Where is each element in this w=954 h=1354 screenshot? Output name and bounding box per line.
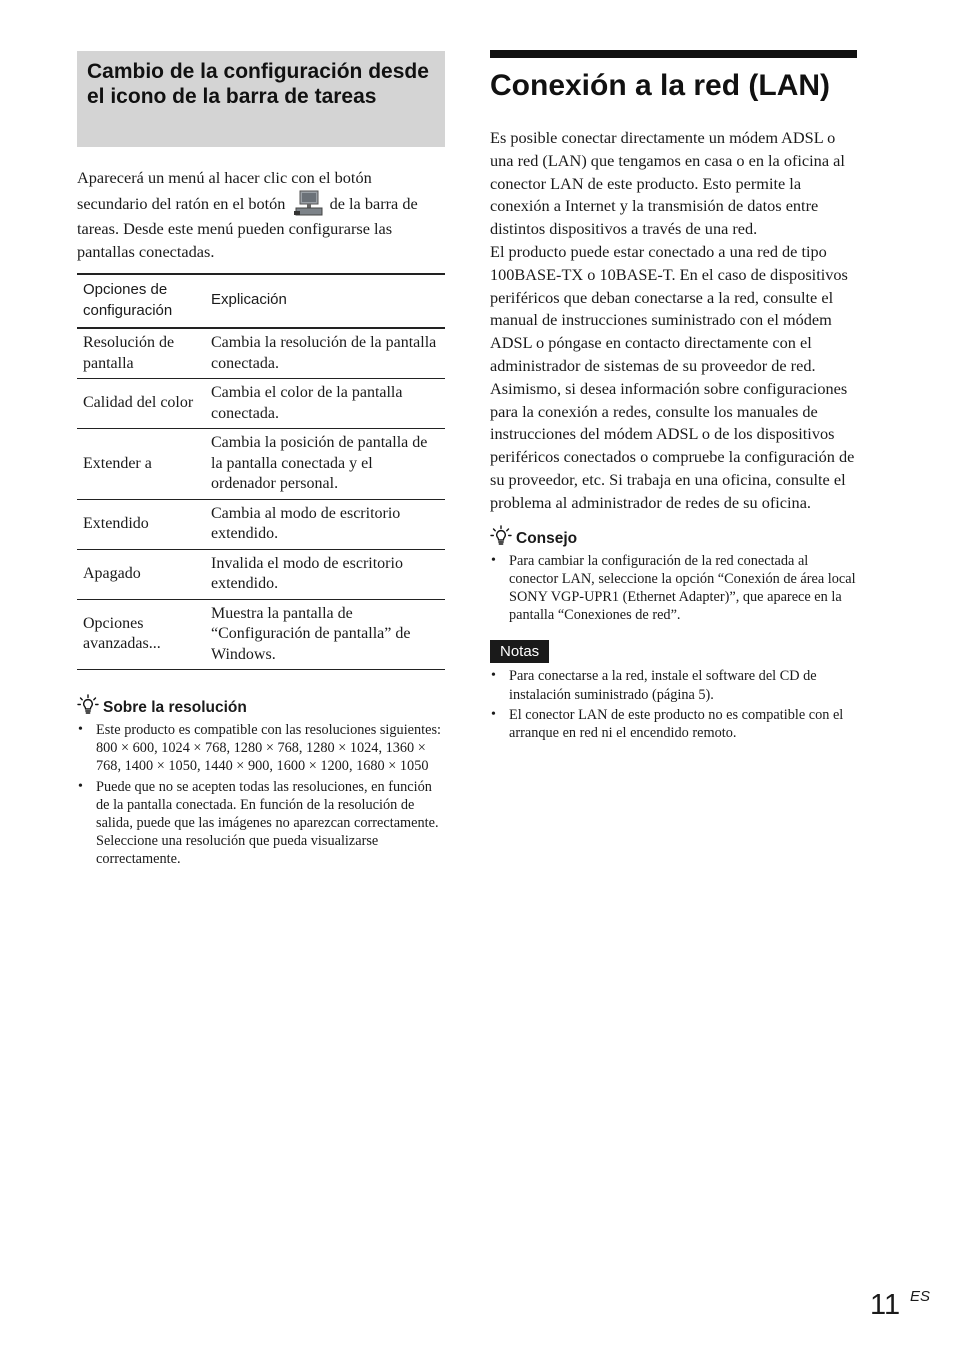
table-cell-option: Extender a — [77, 429, 205, 500]
table-cell-explanation: Cambia al modo de escritorio extendido. — [205, 499, 445, 549]
table-header-explanation: Explicación — [205, 274, 445, 328]
intro-text-after: de la barra de tareas. Desde este menú pueden configurarse las pantallas conectadas. — [77, 194, 418, 261]
section-header-box — [77, 51, 445, 147]
resolution-tip-list — [77, 721, 445, 869]
table-cell-explanation: Cambia el color de la pantalla conectada. — [205, 379, 445, 429]
table-row — [77, 429, 445, 500]
left-column — [77, 51, 445, 871]
consejo-list — [490, 552, 857, 625]
resolution-tip-title: Sobre la resolución — [103, 699, 247, 716]
table-cell-option: Calidad del color — [77, 379, 205, 429]
page-language: ES — [910, 1288, 931, 1305]
table-row — [77, 549, 445, 599]
table-cell-option: Extendido — [77, 499, 205, 549]
right-column — [490, 50, 857, 744]
table-row — [77, 379, 445, 429]
table-cell-explanation: Invalida el modo de escritorio extendido. — [205, 549, 445, 599]
section-title: Cambio de la configuración desde el icono de la barra de tareas — [87, 60, 429, 108]
notas-badge: Notas — [490, 640, 549, 663]
table-row — [77, 599, 445, 670]
table-header-row — [77, 274, 445, 328]
body-paragraph: El producto puede estar conectado a una red de tipo 100BASE-TX o 10BASE-T. En el caso de dispositivos periféricos que deban conectarse a la red, consulte el manual de instrucciones suministrado con el módem ADSL o póngase en contacto directamente con el administrador de sistemas de su proveedor de red. — [490, 241, 848, 375]
notas-section — [490, 640, 857, 742]
consejo-heading — [490, 525, 857, 548]
notas-list — [490, 667, 857, 742]
intro-paragraph — [77, 166, 445, 263]
list-item — [77, 721, 445, 776]
title-rule — [490, 50, 857, 58]
table-cell-option: Apagado — [77, 549, 205, 599]
list-item: • El conector LAN de este producto no es compatible con el arranque en red ni el encendido remoto. — [490, 706, 857, 742]
lan-body — [490, 127, 857, 515]
body-paragraph: Asimismo, si desea información sobre configuraciones para la conexión a redes, consulte los manuales de instrucciones del módem ADSL o de los dispositivos periféricos conectados o compruebe la configuración de su proveedor, etc. Si trabaja en una oficina, consulte el problema al administrador de redes de su oficina. — [490, 378, 855, 512]
intro-text-before: Aparecerá un menú al hacer clic con el botón secundario del ratón en el botón — [77, 168, 372, 213]
resolution-values: 800 × 600, 1024 × 768, 1280 × 768, 1280 × 1024, 1360 × 768, 1400 × 1050, 1440 × 900, 1600 × 1200, 1680 × 1050 — [96, 740, 429, 775]
consejo-tip — [490, 525, 857, 625]
table-cell-explanation: Muestra la pantalla de “Configuración de pantalla” de Windows. — [205, 599, 445, 670]
table-cell-option: Resolución de pantalla — [77, 328, 205, 379]
table-row — [77, 499, 445, 549]
table-row — [77, 328, 445, 379]
lightbulb-tip-icon — [77, 694, 99, 716]
table-cell-explanation: Cambia la posición de pantalla de la pantalla conectada y el ordenador personal. — [205, 429, 445, 500]
tip-item-text: Este producto es compatible con las resoluciones siguientes: — [96, 722, 442, 738]
consejo-title: Consejo — [516, 529, 578, 547]
page-number: 11 — [870, 1289, 901, 1321]
list-item: • Para conectarse a la red, instale el software del CD de instalación suministrado (página 5). — [490, 667, 857, 703]
page-title: Conexión a la red (LAN) — [490, 69, 831, 102]
taskbar-display-icon — [293, 189, 323, 217]
lightbulb-tip-icon — [490, 525, 512, 547]
list-item: • Para cambiar la configuración de la red conectada al conector LAN, seleccione la opción “Conexión de área local SONY VGP-UPR1 (Ethernet Adapter)”, que aparece en la pantalla “Conexiones de red”. — [490, 552, 857, 625]
body-paragraph: Es posible conectar directamente un módem ADSL o una red (LAN) que tengamos en casa o en la oficina al conector LAN de este producto. Esto permite la conexión a Internet y la transmisión de datos entre distintos dispositivos a través de una red. — [490, 128, 845, 239]
list-item: • Puede que no se acepten todas las resoluciones, en función de la pantalla conectada. En función de la resolución de salida, puede que las imágenes no aparezcan correctamente. Seleccione una resolución que pueda visualizarse correctamente. — [77, 778, 445, 869]
options-table — [77, 273, 445, 670]
resolution-tip-heading — [77, 694, 445, 717]
table-header-options: Opciones de configuración — [77, 274, 205, 328]
table-cell-option: Opciones avanzadas... — [77, 599, 205, 670]
table-cell-explanation: Cambia la resolución de la pantalla conectada. — [205, 328, 445, 379]
resolution-tip — [77, 694, 445, 869]
